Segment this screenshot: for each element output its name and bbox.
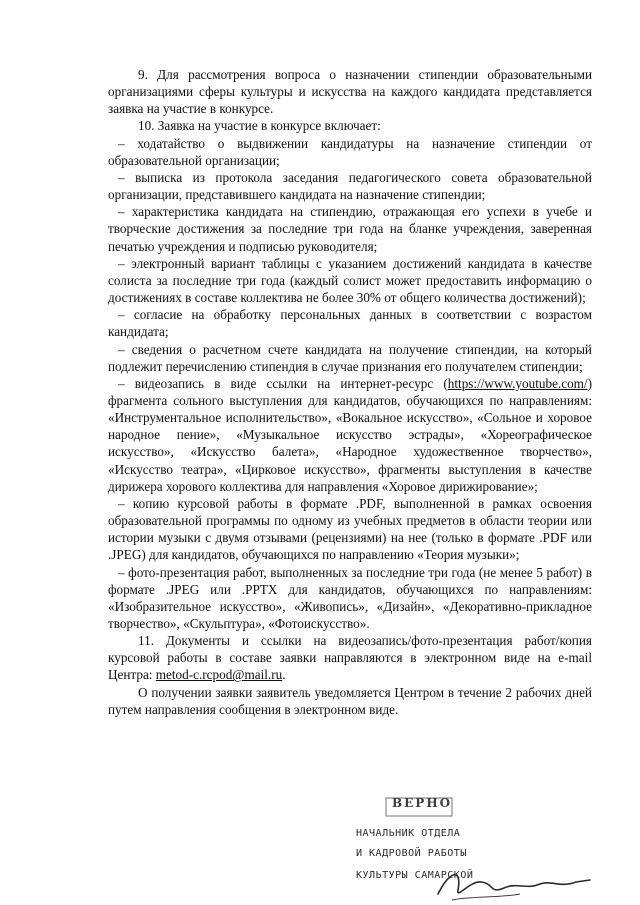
paragraph-12: О получении заявки заявитель уведомляется Центром в течение 2 рабочих дней путем направления сообщения в электронном виде. bbox=[108, 684, 592, 717]
list-item: – сведения о расчетном счете кандидата на получение стипендии, на который подлежит перечислению стипендия в случае признания его получателем стипендии; bbox=[108, 341, 592, 374]
paragraph-11: 11. Документы и ссылки на видеозапись/фото-презентация работ/копия курсовой работы в составе заявки направляются в электронном виде на e-mail Центра: metod-c.rcpod@mail.ru. bbox=[108, 633, 592, 683]
signature-icon bbox=[430, 860, 600, 904]
stamp-line: НАЧАЛЬНИК ОТДЕЛА bbox=[356, 828, 461, 839]
stamp-line: И КАДРОВОЙ РАБОТЫ bbox=[356, 848, 467, 859]
paragraph-10: 10. Заявка на участие в конкурсе включает: bbox=[138, 118, 381, 134]
youtube-link[interactable]: https://www.youtube.com/ bbox=[447, 375, 588, 391]
list-item: – ходатайство о выдвижении кандидатуры на назначение стипендии от образовательной организации; bbox=[108, 135, 592, 168]
list-item: – характеристика кандидата на стипендию, отражающая его успехи в учебе и творческие достижения за последние три года на бланке учреждения, заверенная печатью учреждения и подписью руководителя; bbox=[108, 204, 592, 254]
list-item-coursework: – копию курсовой работы в формате .PDF, выполненной в рамках освоения образовательной программы по одному из учебных предметов в области теории или истории музыки с двумя отзывами (рецензиями) на нее (только в формате .PDF или .JPEG) для кандидатов, обучающихся по направлению «Теория музыки»; bbox=[108, 495, 592, 563]
list-item: – выписка из протокола заседания педагогического совета образовательной организации, представившего кандидата на назначение стипендии; bbox=[108, 169, 592, 203]
paragraph-11-text: 11. Документы и ссылки на видеозапись/фото-презентация работ/копия курсовой работы в составе заявки направляются в электронном виде на e-mail Центра: bbox=[108, 633, 592, 683]
paragraph-9: 9. Для рассмотрения вопроса о назначении стипендии образовательными организациями сферы культуры и искусства на каждого кандидата представляется заявка на участие в конкурсе. bbox=[108, 67, 592, 117]
stamp-title: ВЕРНО bbox=[392, 796, 453, 810]
video-text-start: – видеозапись в виде ссылки на интернет-ресурс ( bbox=[118, 375, 448, 391]
list-item: – электронный вариант таблицы с указанием достижений кандидата в качестве солиста за последние три года (каждый солист может предоставить информацию о достижениях в составе коллектива не более 30% от общего количества достижений); bbox=[108, 255, 592, 306]
list-item-video bbox=[108, 375, 592, 495]
list-item: – согласие на обработку персональных данных в соответствии с возрастом кандидата; bbox=[108, 307, 592, 340]
email-link[interactable]: metod-c.rcpod@mail.ru bbox=[155, 667, 283, 683]
list-item-photo: – фото-презентация работ, выполненных за последние три года (не менее 5 работ) в формате .JPEG или .PPTX для кандидатов, обучающихся по направлениям: «Изобразительное искусство», «Живопись», «Дизайн», «Декоративно-прикладное творчество», «Скульптура», «Фотоискусство». bbox=[108, 564, 592, 631]
video-text-end: ) фрагмента сольного выступления для кандидатов, обучающихся по направлениям: «Инструментальное исполнительство», «Вокальное искусство», «Сольное и хоровое народное пение», «Музыкальное искусство эстрады», «Хореографическое искусство», «Искусство балета», «Народное художественное творчество», «Искусство театра», «Цирковое искусство», фрагменты выступления в качестве дирижера хорового коллектива для направления «Хоровое дирижирование»; bbox=[108, 375, 592, 494]
document-body bbox=[108, 66, 592, 718]
stamp-line: КУЛЬТУРЫ САМАРСКОЙ bbox=[356, 870, 474, 881]
